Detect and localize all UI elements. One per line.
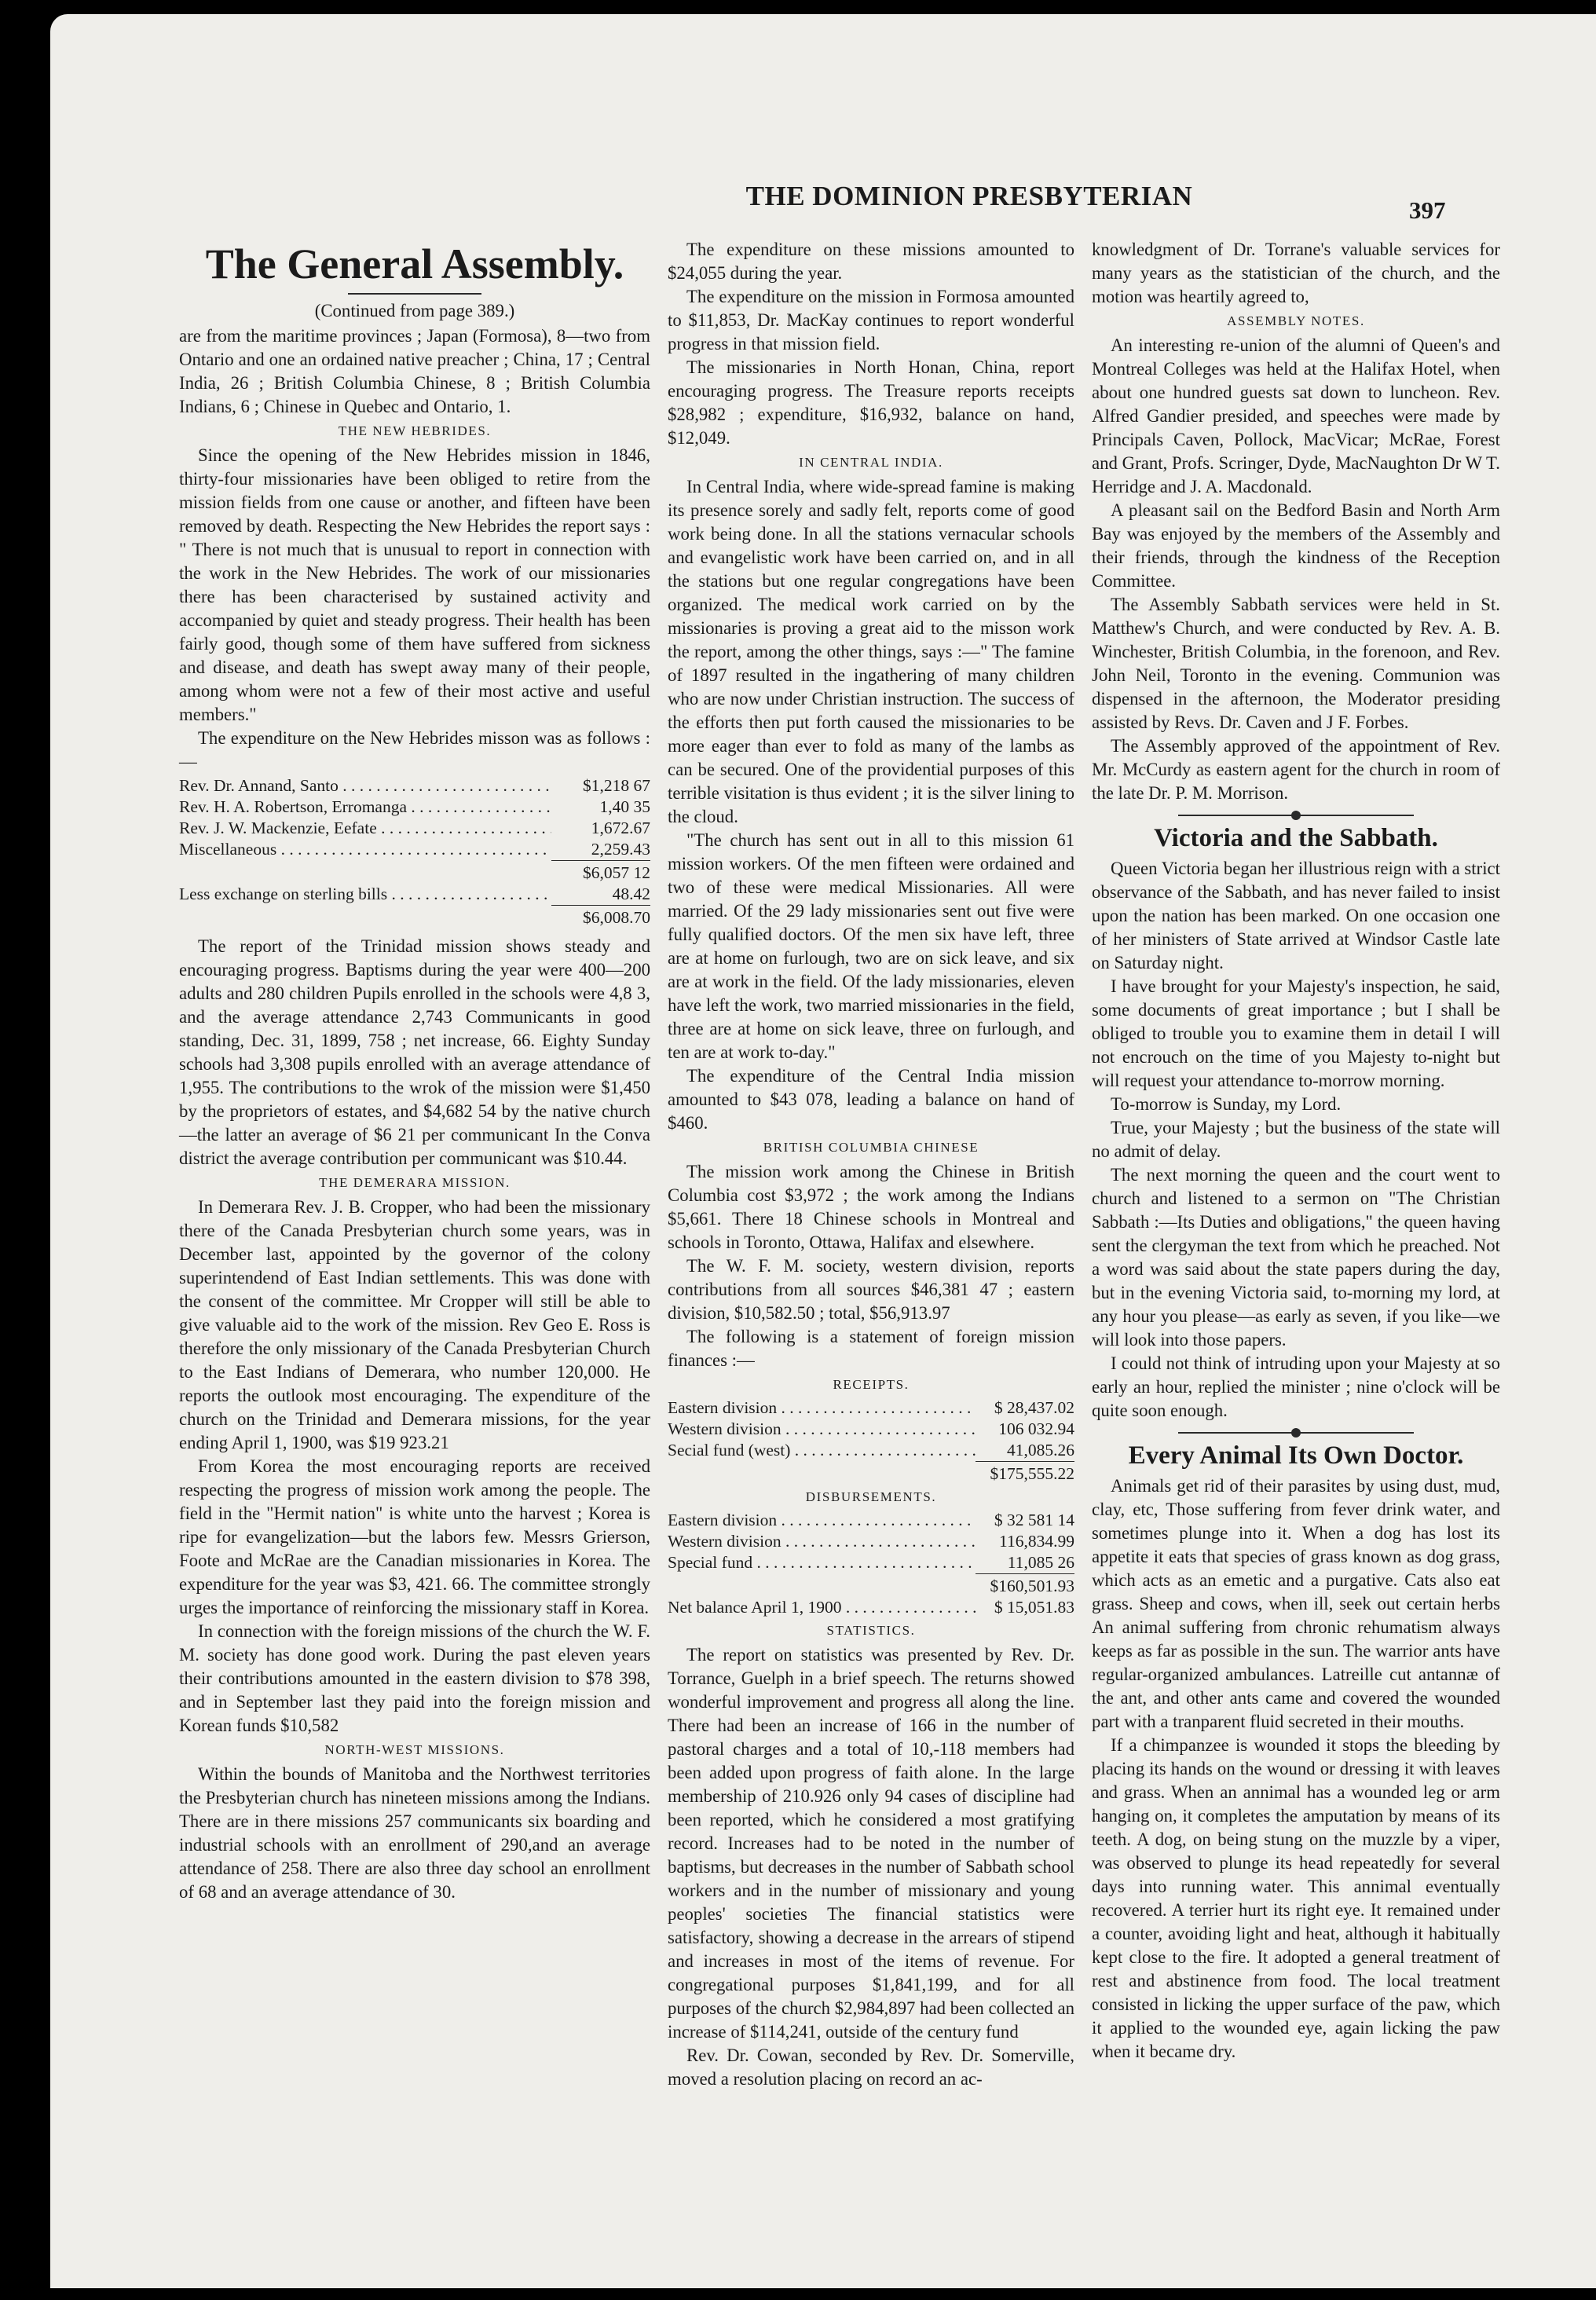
paragraph: are from the maritime provinces ; Japan (Formosa), 8—two from Ontario and one an ordained native preacher ; China, 17 ; Central India, 26 ; British Columbia Chinese, 8 ; British Columbia Indians, 6 ; Chinese in Quebec and Ontario, 1. <box>179 326 650 416</box>
ledger-amount: 48.42 <box>612 884 650 903</box>
paragraph: If a chimpanzee is wounded it stops the bleeding by placing its hands on the wound or dressing it with leaves and grass. When an annimal has a wounded leg or arm hanging on, it completes the amputation by means of its teeth. A dog, on being stung on the muzzle by a viper, was observed to plunge its head repeatedly for several days into running water. This annimal eventually recovered. A terrier hurt its right eye. It remained under a counter, avoiding light and heat, although it habitually kept close to the fire. It adopted a general treatment of rest and abstinence from food. The local treatment consisted in licking the upper surface of the paw, which it applied to the wounded eye, again licking the paw when it became dry. <box>1092 1735 1500 2061</box>
paragraph: The missionaries in North Honan, China, report encouraging progress. The Treasure reports receipts $28,982 ; expenditure, $16,932, balance on hand, $12,049. <box>668 357 1074 448</box>
ledger-label: Rev. J. W. Mackenzie, Eefate . . . <box>179 818 551 839</box>
column-2 <box>668 238 1074 2091</box>
paragraph: The report on statistics was presented by Rev. Dr. Torrance, Guelph in a brief speech. The returns showed wonderful improvement and progress all along the line. There had been an increase of 166 in the number of pastoral charges and a total of 10,-118 members had been added upon progress of faith alone. In the large membership of 210.926 only 94 cases of discipline had been reported, which he considered a most gratifying record. Increases had to be noted in the number of baptisms, but decreases in the number of Sabbath school workers and in the number of missionary and young peoples' societies The financial statistics were satisfactory, showing a decrease in the arrears of stipend and increases in most of the items of revenue. For congregational purposes $1,841,199, and for all purposes of the church $2,984,897 had been collected an increase of $114,241, outside of the century fund <box>668 1645 1074 2042</box>
section-heading: THE NEW HEBRIDES. <box>338 423 492 438</box>
paragraph: The mission work among the Chinese in British Columbia cost $3,972 ; the work among the Indians $5,661. There 18 Chinese schools in Montreal and schools in Toronto, Ottawa, Halifax and elsewhere. <box>668 1162 1074 1252</box>
ledger-amount: $6,008.70 <box>551 905 650 928</box>
paragraph: The Assembly Sabbath services were held in St. Matthew's Church, and were conducted by Rev. A. B. Winchester, British Columbia, in the forenoon, and Rev. John Neil, Toronto in the evening. Communion was dispensed in the afternoon, the Moderator presiding assisted by Revs. Dr. Caven and J F. Forbes. <box>1092 595 1500 732</box>
paragraph: The expenditure on the mission in Formosa amounted to $11,853, Dr. MacKay continues to report wonderful progress in that mission field. <box>668 287 1074 353</box>
ledger-row <box>668 1419 1074 1440</box>
ledger-label: Rev. Dr. Annand, Santo . . . <box>179 775 551 797</box>
ledger-label: Secial fund (west) . . . <box>668 1440 976 1461</box>
section-heading: ASSEMBLY NOTES. <box>1227 313 1365 328</box>
ledger-amount: $ 28,437.02 <box>994 1398 1074 1417</box>
ledger-label: Western division . . . <box>668 1419 976 1440</box>
ledger-label: Less exchange on sterling bills . . . <box>179 884 551 905</box>
ledger-amount: $ 32 581 14 <box>994 1511 1074 1529</box>
paragraph: I could not think of intruding upon your Majesty at so early an hour, replied the minister ; nine o'clock will be quite soon enough. <box>1092 1353 1500 1420</box>
ledger-amount: 116,834.99 <box>999 1532 1074 1551</box>
paragraph: A pleasant sail on the Bedford Basin and North Arm Bay was enjoyed by the members of the Assembly and their friends, through the kindness of the Reception Committee. <box>1092 500 1500 591</box>
section-heading: BRITISH COLUMBIA CHINESE <box>763 1140 979 1155</box>
paragraph: An interesting re-union of the alumni of Queen's and Montreal Colleges was held at the Halifax Hotel, when about one hundred guests sat down to luncheon. Rev. Alfred Gandier presided, and speeches were made by Principals Caven, Pollock, MacVicar; McRae, Forest and Grant, Profs. Scringer, Dyde, MacNaughton Dr W T. Herridge and J. A. Macdonald. <box>1092 335 1500 496</box>
paragraph: In Central India, where wide-spread famine is making its presence sorely and sadly felt, reports come of good work being done. In all the stations vernacular schools and evangelistic work have been carried on, and in all the stations but one regular congregations have been organized. The medical work carried on by the missionaries is proving a great aid to the misson work the report, among the other things, says :—" The famine of 1897 resulted in the ingathering of many children who are now under Christian instruction. The success of the efforts then put forth caused the missionaries to be more eager than ever to fold as many of the lambs as can be secured. One of the providential purposes of this terrible visitation is thus evident ; it is the silver lining to the cloud. <box>668 477 1074 826</box>
ledger-amount: $175,555.22 <box>976 1461 1074 1485</box>
ledger-amount: $160,501.93 <box>976 1573 1074 1597</box>
column-3 <box>1092 238 1500 2064</box>
ledger-subtotal <box>179 860 650 884</box>
paragraph: knowledgment of Dr. Torrane's valuable services for many years as the statistician of the church, and the motion was heartily agreed to, <box>1092 240 1500 306</box>
section-heading: STATISTICS. <box>826 1623 916 1638</box>
ledger-amount: 1,40 35 <box>599 797 650 816</box>
paragraph: From Korea the most encouraging reports are received respecting the progress of mission work among the people. The field in the "Hermit nation" is white unto the harvest ; Korea is ripe for evangelization—but the labors few. Messrs Grierson, Foote and McRae are the Canadian missionaries in Korea. The expenditure for the year was $3, 421. 66. The committee strongly urges the importance of reinforcing the missionary staff in Korea. <box>179 1456 650 1617</box>
disbursements-ledger <box>668 1510 1074 1618</box>
ledger-label: Eastern division . . . <box>668 1510 976 1531</box>
ledger-total <box>179 905 650 928</box>
ledger-row <box>179 797 650 818</box>
paragraph: Within the bounds of Manitoba and the Northwest territories the Presbyterian church has nineteen missions among the Indians. There are in there missions 257 communicants six boarding and industrial schools with an enrollment of 290,and an average attendance of 258. There are also three day school an enrollment of 68 and an average attendance of 30. <box>179 1764 650 1902</box>
paragraph: The W. F. M. society, western division, reports contributions from all sources $46,381 47 ; eastern division, $10,582.50 ; total, $56,913.97 <box>668 1256 1074 1323</box>
ledger-row <box>668 1531 1074 1552</box>
paragraph: To-morrow is Sunday, my Lord. <box>1111 1094 1342 1114</box>
ledger-amount: $ 15,051.83 <box>994 1598 1074 1617</box>
paragraph: I have brought for your Majesty's inspection, he said, some documents of great importance ; but I shall be obliged to trouble you to examine them in detail I will not encrouch on the time of you Majesty to-night but will request your attendance to-morrow morning. <box>1092 976 1500 1090</box>
paragraph: The following is a statement of foreign mission finances :— <box>668 1327 1074 1370</box>
paragraph: In connection with the foreign missions of the church the W. F. M. society has done good work. During the past eleven years their contributions amounted in the eastern division to $78 398, and in September last they paid into the foreign mission and Korean funds $10,582 <box>179 1621 650 1735</box>
article-title: The General Assembly. <box>205 240 624 288</box>
receipts-ledger <box>668 1397 1074 1485</box>
ledger-amount: $6,057 12 <box>551 860 650 884</box>
ledger-row <box>668 1397 1074 1419</box>
newspaper-page <box>50 14 1596 2288</box>
page-number: 397 <box>1409 196 1446 224</box>
section-rule <box>1178 1432 1414 1434</box>
running-head: THE DOMINION PRESBYTERIAN <box>745 181 1193 211</box>
ledger-label: Rev. H. A. Robertson, Erromanga . . . <box>179 797 551 818</box>
title-rule <box>348 293 481 295</box>
section-heading: THE DEMERARA MISSION. <box>319 1175 511 1190</box>
paragraph: "The church has sent out in all to this mission 61 mission workers. Of the men fifteen were ordained and two of these were medical Missionaries. All were married. Of the 29 lady missionaries sent out five were fully qualified doctors. Of the men six have left, three are at home on furlough, two are on sick leave, and six are at work in the field. Of the lady missionaries, eleven have left the work, two married missionaries in the field, three are at home on sick leave, three on furlough, and ten are at work to-day." <box>668 830 1074 1062</box>
section-heading: DISBURSEMENTS. <box>805 1489 937 1504</box>
ledger-label: Net balance April 1, 1900 . . . <box>668 1597 976 1618</box>
paragraph: Animals get rid of their parasites by using dust, mud, clay, etc, Those suffering from fever drink water, and sometimes plunge into it. When a dog has lost its appetite it eats that species of grass known as dog grass, which acts as an emetic and a purgative. Cats also eat grass. Sheep and cows, when ill, seek out certain herbs An animal suffering from chronic rehumatism always keeps as far as possible in the sun. The warrior ants have regular-organized ambulances. Latreille cut antannæ of the ant, and other ants came and covered the wounded part with a tranparent fluid secreted in their mouths. <box>1092 1476 1500 1731</box>
column-1 <box>179 238 650 1904</box>
paragraph: In Demerara Rev. J. B. Cropper, who had been the missionary there of the Canada Presbyterian church some years, was in December last, appointed by the governor of the colony superintendend of East Indian settlements. This was done with the consent of the committee. Mr Cropper will still be able to give valuable aid to the work of the mission. Rev Geo E. Ross is therefore the only missionary of the Canada Presbyterian Church to the East Indians of Demerara, who number 120,000. He reports the outlook most encouraging. The expenditure of the church on the Trinidad and Demerara missions, for the year ending April 1, 1900, was $19 923.21 <box>179 1197 650 1452</box>
ledger-row <box>179 884 650 905</box>
section-heading: RECEIPTS. <box>833 1377 910 1392</box>
expenditure-ledger <box>179 775 650 928</box>
ledger-total <box>668 1573 1074 1597</box>
ledger-amount: $1,218 67 <box>583 776 650 795</box>
paragraph: The next morning the queen and the court went to church and listened to a sermon on "The Christian Sabbath :—Its Duties and obligations," the queen having sent the clergyman the text from which he preached. Not a word was said about the state papers during the day, but in the evening Victoria said, to-morning my lord, at any hour you please—as early as seven, if you like—we will look into those papers. <box>1092 1165 1500 1350</box>
ledger-amount: 2,259.43 <box>591 840 650 859</box>
ledger-amount: 106 032.94 <box>998 1419 1074 1438</box>
paragraph: The expenditure on the New Hebrides misson was as follows :— <box>179 728 650 771</box>
ledger-total <box>668 1461 1074 1485</box>
section-heading: NORTH-WEST MISSIONS. <box>324 1742 505 1757</box>
ledger-row <box>668 1597 1074 1618</box>
ledger-amount: 41,085.26 <box>1007 1441 1074 1459</box>
ledger-amount: 1,672.67 <box>591 819 650 837</box>
ledger-row <box>179 775 650 797</box>
ledger-row <box>668 1440 1074 1461</box>
paragraph: The expenditure on these missions amounted to $24,055 during the year. <box>668 240 1074 283</box>
ledger-label: Eastern division . . . <box>668 1397 976 1419</box>
ledger-label: Special fund . . . <box>668 1552 976 1573</box>
paragraph: The expenditure of the Central India mission amounted to $43 078, leading a balance on hand of $460. <box>668 1066 1074 1133</box>
ledger-label: Western division . . . <box>668 1531 976 1552</box>
ledger-row <box>179 839 650 860</box>
ledger-amount: 11,085 26 <box>1007 1553 1074 1572</box>
paragraph: Since the opening of the New Hebrides mission in 1846, thirty-four missionaries have been obliged to retire from the mission fields from one cause or another, and fifteen have been removed by death. Respecting the New Hebrides the report says : " There is not much that is unusual to report in connection with the work in the New Hebrides. The work of our missionaries there has been characterised by sustained activity and accompanied by quiet and steady progress. Their health has been fairly good, though some of them have suffered from sickness and disease, and death has swept away many of their people, among whom were not a few of their most active and useful members." <box>179 445 650 724</box>
ledger-row <box>668 1510 1074 1531</box>
paragraph: Queen Victoria began her illustrious reign with a strict observance of the Sabbath, and has never failed to insist upon the nation has been marked. On one occasion one of her ministers of State arrived at Windsor Castle late on Saturday night. <box>1092 859 1500 972</box>
ledger-row <box>179 818 650 839</box>
article-title: Victoria and the Sabbath. <box>1154 824 1438 852</box>
ledger-label: Miscellaneous . . . <box>179 839 551 860</box>
section-rule <box>1178 815 1414 816</box>
paragraph: True, your Majesty ; but the business of the state will no admit of delay. <box>1092 1118 1500 1161</box>
paragraph: The Assembly approved of the appointment of Rev. Mr. McCurdy as eastern agent for the church in room of the late Dr. P. M. Morrison. <box>1092 736 1500 803</box>
section-heading: IN CENTRAL INDIA. <box>799 455 943 470</box>
continued-note: (Continued from page 389.) <box>314 301 515 320</box>
paragraph: Rev. Dr. Cowan, seconded by Rev. Dr. Somerville, moved a resolution placing on record an ac- <box>668 2045 1074 2089</box>
paragraph: The report of the Trinidad mission shows steady and encouraging progress. Baptisms during the year were 400—200 adults and 280 children Pupils enrolled in the schools were 4,8 3, and the average attendance 2,743 Communicants in good standing, Dec. 31, 1899, 758 ; net increase, 66. Eighty Sunday schools had 3,308 pupils enrolled with an average attendance of 1,955. The contributions to the wrok of the mission were $1,450 by the proprietors of estates, and $4,682 54 by the native church—the latter an average of $6 21 per communicant In the Conva district the average contribution per communicant was $10.44. <box>179 936 650 1168</box>
ledger-row <box>668 1552 1074 1573</box>
article-title: Every Animal Its Own Doctor. <box>1128 1441 1464 1470</box>
